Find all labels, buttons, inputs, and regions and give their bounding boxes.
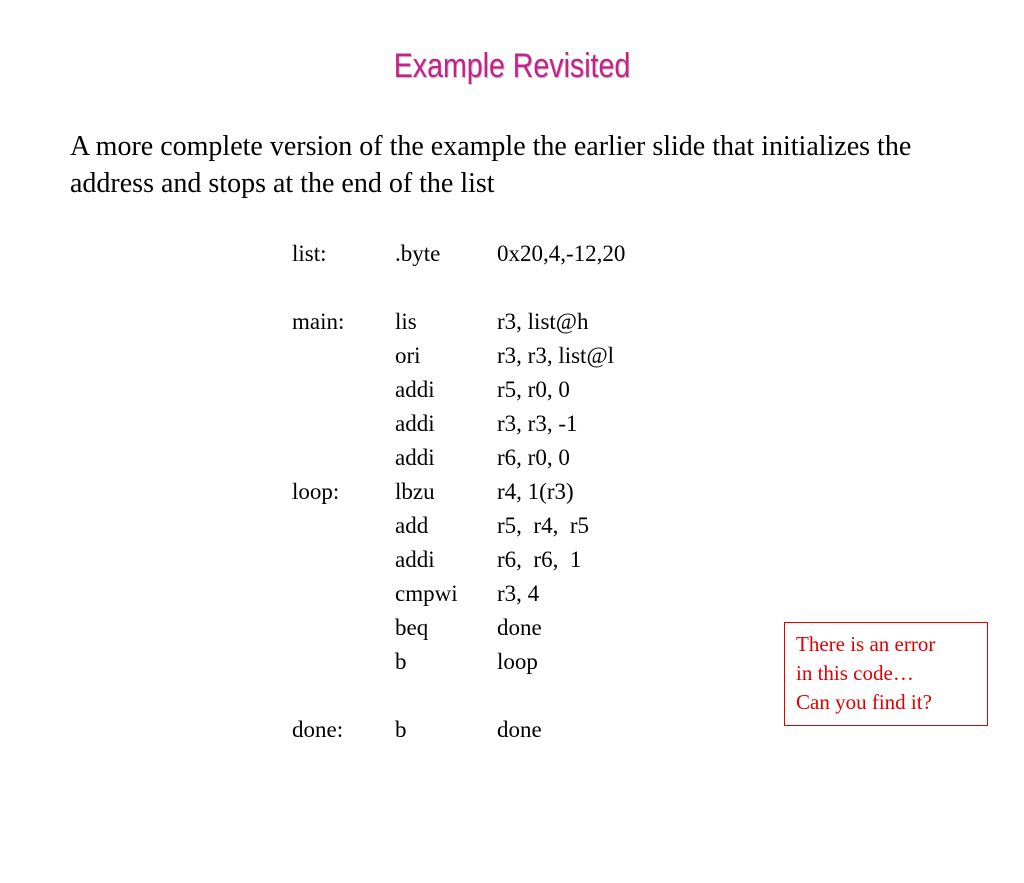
code-opcode: .byte [395,241,441,266]
code-line [292,475,574,509]
code-opcode: beq [395,615,429,640]
code-operands: r3, list@h [497,309,589,334]
code-operands: done [497,717,542,742]
code-label: main: [292,309,345,334]
callout-line: in this code… [796,661,914,685]
intro-paragraph: A more complete version of the example the earlier slide that initializes the address and stops at the end of the list [70,131,912,199]
code-operands: r6, r6, 1 [497,547,582,572]
code-line [292,611,542,645]
code-operands: r6, r0, 0 [497,445,570,470]
callout-line: There is an error [796,632,936,656]
code-operands: r5, r4, r5 [497,513,589,538]
code-operands: r3, r3, -1 [497,411,578,436]
code-line [292,713,542,747]
code-label: done: [292,717,344,742]
code-operands: r3, r3, list@l [497,343,615,368]
code-opcode: addi [395,377,435,402]
code-opcode: b [395,717,407,742]
code-line [292,305,589,339]
code-opcode: add [395,513,429,538]
code-listing [292,237,626,747]
code-operands: 0x20,4,-12,20 [497,241,626,266]
code-opcode: b [395,649,407,674]
code-operands: r4, 1(r3) [497,479,574,504]
code-line [292,407,578,441]
code-operands: r5, r0, 0 [497,377,570,402]
code-line [292,509,589,543]
code-line [292,339,615,373]
code-operands: done [497,615,542,640]
code-line [292,577,540,611]
code-opcode: ori [395,343,421,368]
callout-line: Can you find it? [796,690,932,714]
code-line [292,543,582,577]
code-opcode: cmpwi [395,581,458,606]
slide-title: Example Revisited [393,47,631,85]
error-callout-box [784,622,988,726]
code-label: loop: [292,479,340,504]
code-blank-line [292,271,315,305]
code-line [292,373,570,407]
code-opcode: addi [395,445,435,470]
code-line [292,441,570,475]
code-opcode: lbzu [395,479,435,504]
code-blank-line [292,679,315,713]
code-opcode: addi [395,547,435,572]
code-line [292,237,626,271]
code-opcode: addi [395,411,435,436]
code-opcode: lis [395,309,417,334]
code-operands: loop [497,649,538,674]
code-label: list: [292,241,327,266]
code-operands: r3, 4 [497,581,540,606]
code-line [292,645,538,679]
